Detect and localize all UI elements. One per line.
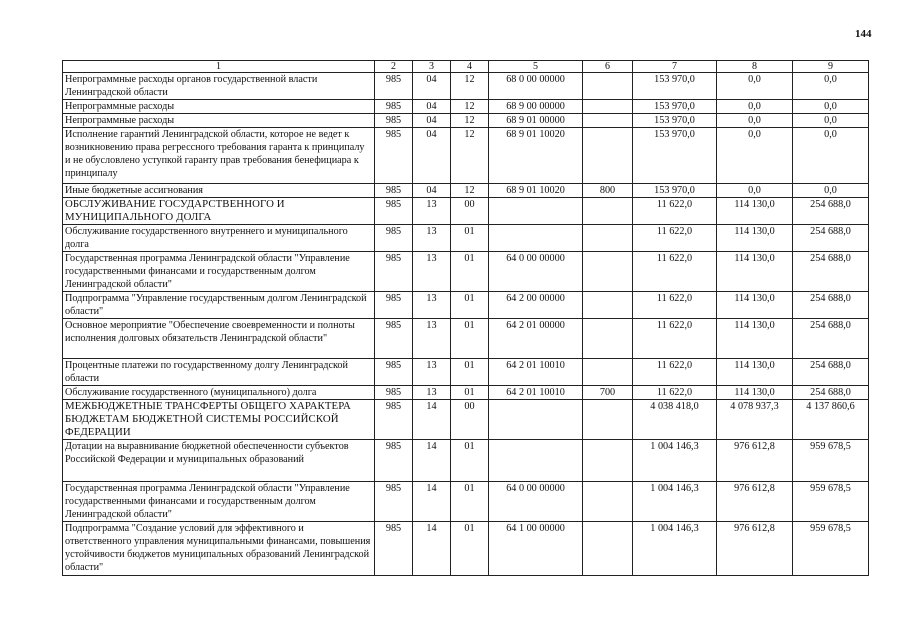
row-cell-5: 68 9 01 00000: [489, 114, 583, 128]
row-cell-9: 0,0: [793, 114, 869, 128]
header-cell-9: 9: [793, 61, 869, 73]
header-cell-7: 7: [633, 61, 717, 73]
table-row: [63, 292, 869, 319]
row-cell-9: 254 688,0: [793, 386, 869, 400]
row-cell-5: 68 9 01 10020: [489, 128, 583, 184]
row-cell-7: 1 004 146,3: [633, 522, 717, 576]
row-cell-6: [583, 319, 633, 359]
row-cell-2: 985: [375, 128, 413, 184]
row-cell-7: 11 622,0: [633, 359, 717, 386]
table-row: [63, 100, 869, 114]
row-cell-9: 0,0: [793, 128, 869, 184]
row-cell-4: 00: [451, 198, 489, 225]
row-cell-2: 985: [375, 252, 413, 292]
row-cell-2: 985: [375, 100, 413, 114]
table-row: [63, 440, 869, 482]
row-cell-3: 04: [413, 114, 451, 128]
row-cell-8: 0,0: [717, 73, 793, 100]
row-cell-8: 114 130,0: [717, 198, 793, 225]
row-cell-8: 114 130,0: [717, 225, 793, 252]
row-cell-2: 985: [375, 73, 413, 100]
row-cell-3: 04: [413, 100, 451, 114]
row-name-cell: Дотации на выравнивание бюджетной обеспеченности субъектов Российской Федерации и муниципальных образований: [63, 440, 375, 482]
table-body: [63, 73, 869, 576]
row-cell-5: [489, 440, 583, 482]
row-cell-4: 00: [451, 400, 489, 440]
header-cell-2: 2: [375, 61, 413, 73]
row-cell-4: 01: [451, 440, 489, 482]
row-cell-9: 959 678,5: [793, 440, 869, 482]
row-name-cell: Обслуживание государственного (муниципального) долга: [63, 386, 375, 400]
row-cell-2: 985: [375, 400, 413, 440]
row-cell-5: 68 9 00 00000: [489, 100, 583, 114]
row-cell-4: 01: [451, 225, 489, 252]
row-cell-2: 985: [375, 184, 413, 198]
row-cell-9: 959 678,5: [793, 482, 869, 522]
row-name-cell: Исполнение гарантий Ленинградской области, которое не ведет к возникновению права регрессного требования гаранта к принципалу и не обусловлено уступкой гаранту прав требования бенефициара к принципалу: [63, 128, 375, 184]
row-cell-8: 4 078 937,3: [717, 400, 793, 440]
row-cell-6: [583, 73, 633, 100]
row-cell-2: 985: [375, 198, 413, 225]
table-row: [63, 319, 869, 359]
row-cell-9: 254 688,0: [793, 225, 869, 252]
row-cell-4: 01: [451, 482, 489, 522]
row-cell-3: 13: [413, 198, 451, 225]
row-name-cell: Подпрограмма "Управление государственным долгом Ленинградской области": [63, 292, 375, 319]
row-cell-4: 12: [451, 184, 489, 198]
row-cell-9: 959 678,5: [793, 522, 869, 576]
row-cell-8: 976 612,8: [717, 522, 793, 576]
row-cell-7: 11 622,0: [633, 292, 717, 319]
header-cell-1: 1: [63, 61, 375, 73]
row-cell-2: 985: [375, 386, 413, 400]
row-cell-4: 01: [451, 292, 489, 319]
table-row: [63, 359, 869, 386]
row-cell-3: 14: [413, 400, 451, 440]
row-cell-7: 11 622,0: [633, 386, 717, 400]
row-cell-7: 153 970,0: [633, 100, 717, 114]
row-cell-4: 12: [451, 114, 489, 128]
header-cell-6: 6: [583, 61, 633, 73]
row-cell-6: [583, 252, 633, 292]
table-row: [63, 225, 869, 252]
row-cell-6: [583, 522, 633, 576]
header-row: [63, 61, 869, 73]
row-cell-3: 13: [413, 292, 451, 319]
row-name-cell: Непрограммные расходы: [63, 114, 375, 128]
row-cell-3: 13: [413, 359, 451, 386]
table-row: [63, 114, 869, 128]
row-cell-5: 64 2 01 10010: [489, 359, 583, 386]
row-cell-7: 11 622,0: [633, 252, 717, 292]
row-cell-6: [583, 482, 633, 522]
row-cell-5: [489, 225, 583, 252]
row-cell-5: 64 2 01 10010: [489, 386, 583, 400]
table-row: [63, 522, 869, 576]
row-cell-2: 985: [375, 319, 413, 359]
row-cell-6: [583, 440, 633, 482]
table-row: [63, 73, 869, 100]
row-cell-6: 800: [583, 184, 633, 198]
row-cell-3: 14: [413, 482, 451, 522]
row-cell-2: 985: [375, 359, 413, 386]
row-cell-2: 985: [375, 482, 413, 522]
row-cell-5: 64 0 00 00000: [489, 252, 583, 292]
row-cell-3: 13: [413, 225, 451, 252]
row-cell-7: 153 970,0: [633, 128, 717, 184]
row-cell-2: 985: [375, 225, 413, 252]
row-name-cell: Непрограммные расходы: [63, 100, 375, 114]
row-cell-9: 254 688,0: [793, 252, 869, 292]
row-cell-6: [583, 100, 633, 114]
row-cell-9: 4 137 860,6: [793, 400, 869, 440]
row-cell-7: 153 970,0: [633, 73, 717, 100]
row-cell-9: 0,0: [793, 184, 869, 198]
row-cell-7: 1 004 146,3: [633, 482, 717, 522]
row-cell-5: 64 2 00 00000: [489, 292, 583, 319]
row-cell-9: 254 688,0: [793, 292, 869, 319]
row-cell-8: 114 130,0: [717, 319, 793, 359]
row-cell-4: 01: [451, 252, 489, 292]
row-cell-7: 153 970,0: [633, 114, 717, 128]
row-cell-7: 11 622,0: [633, 225, 717, 252]
row-cell-8: 114 130,0: [717, 252, 793, 292]
row-cell-3: 04: [413, 128, 451, 184]
row-cell-3: 04: [413, 184, 451, 198]
row-cell-3: 14: [413, 522, 451, 576]
table-row: [63, 386, 869, 400]
row-cell-8: 114 130,0: [717, 359, 793, 386]
row-cell-6: [583, 128, 633, 184]
row-name-cell: ОБСЛУЖИВАНИЕ ГОСУДАРСТВЕННОГО И МУНИЦИПАЛЬНОГО ДОЛГА: [63, 198, 375, 225]
header-cell-3: 3: [413, 61, 451, 73]
row-cell-5: [489, 400, 583, 440]
row-name-cell: Непрограммные расходы органов государственной власти Ленинградской области: [63, 73, 375, 100]
row-cell-5: 64 0 00 00000: [489, 482, 583, 522]
row-cell-8: 976 612,8: [717, 482, 793, 522]
budget-table: [62, 60, 869, 576]
row-cell-3: 14: [413, 440, 451, 482]
row-cell-3: 13: [413, 386, 451, 400]
row-cell-6: [583, 114, 633, 128]
row-name-cell: Основное мероприятие "Обеспечение своевременности и полноты исполнения долговых обязательств Ленинградской области": [63, 319, 375, 359]
row-cell-6: 700: [583, 386, 633, 400]
table-row: [63, 198, 869, 225]
row-cell-7: 11 622,0: [633, 198, 717, 225]
row-cell-7: 11 622,0: [633, 319, 717, 359]
row-cell-6: [583, 359, 633, 386]
row-cell-7: 153 970,0: [633, 184, 717, 198]
row-cell-8: 114 130,0: [717, 386, 793, 400]
row-cell-6: [583, 400, 633, 440]
row-cell-3: 13: [413, 252, 451, 292]
row-cell-7: 1 004 146,3: [633, 440, 717, 482]
row-name-cell: Подпрограмма "Создание условий для эффективного и ответственного управления муниципальными финансами, повышения устойчивости бюджетов муниципальных образований Ленинградской области": [63, 522, 375, 576]
row-cell-4: 01: [451, 359, 489, 386]
row-cell-8: 0,0: [717, 184, 793, 198]
table-row: [63, 252, 869, 292]
row-cell-8: 976 612,8: [717, 440, 793, 482]
row-cell-8: 0,0: [717, 114, 793, 128]
row-cell-5: 68 9 01 10020: [489, 184, 583, 198]
row-cell-9: 254 688,0: [793, 198, 869, 225]
table-row: [63, 400, 869, 440]
row-cell-6: [583, 225, 633, 252]
row-cell-3: 13: [413, 319, 451, 359]
row-name-cell: Государственная программа Ленинградской области "Управление государственными финансами и государственным долгом Ленинградской области": [63, 252, 375, 292]
table-row: [63, 184, 869, 198]
row-name-cell: Иные бюджетные ассигнования: [63, 184, 375, 198]
row-cell-2: 985: [375, 114, 413, 128]
row-name-cell: Государственная программа Ленинградской области "Управление государственными финансами и государственным долгом Ленинградской области": [63, 482, 375, 522]
table-row: [63, 128, 869, 184]
row-cell-2: 985: [375, 522, 413, 576]
row-cell-4: 12: [451, 128, 489, 184]
row-cell-2: 985: [375, 440, 413, 482]
row-cell-9: 254 688,0: [793, 359, 869, 386]
row-cell-9: 0,0: [793, 100, 869, 114]
row-name-cell: МЕЖБЮДЖЕТНЫЕ ТРАНСФЕРТЫ ОБЩЕГО ХАРАКТЕРА БЮДЖЕТАМ БЮДЖЕТНОЙ СИСТЕМЫ РОССИЙСКОЙ ФЕДЕРАЦИИ: [63, 400, 375, 440]
row-name-cell: Процентные платежи по государственному долгу Ленинградской области: [63, 359, 375, 386]
row-cell-8: 114 130,0: [717, 292, 793, 319]
row-cell-6: [583, 292, 633, 319]
header-cell-5: 5: [489, 61, 583, 73]
row-cell-9: 0,0: [793, 73, 869, 100]
row-cell-5: 64 2 01 00000: [489, 319, 583, 359]
row-cell-3: 04: [413, 73, 451, 100]
row-cell-5: [489, 198, 583, 225]
row-cell-8: 0,0: [717, 100, 793, 114]
row-cell-6: [583, 198, 633, 225]
table-row: [63, 482, 869, 522]
row-cell-5: 64 1 00 00000: [489, 522, 583, 576]
row-cell-4: 01: [451, 386, 489, 400]
row-cell-4: 12: [451, 100, 489, 114]
header-cell-4: 4: [451, 61, 489, 73]
row-cell-5: 68 0 00 00000: [489, 73, 583, 100]
row-cell-4: 12: [451, 73, 489, 100]
row-cell-2: 985: [375, 292, 413, 319]
row-cell-9: 254 688,0: [793, 319, 869, 359]
row-cell-8: 0,0: [717, 128, 793, 184]
row-cell-7: 4 038 418,0: [633, 400, 717, 440]
row-cell-4: 01: [451, 319, 489, 359]
row-cell-4: 01: [451, 522, 489, 576]
header-cell-8: 8: [717, 61, 793, 73]
page-number: 144: [855, 28, 872, 40]
row-name-cell: Обслуживание государственного внутреннего и муниципального долга: [63, 225, 375, 252]
